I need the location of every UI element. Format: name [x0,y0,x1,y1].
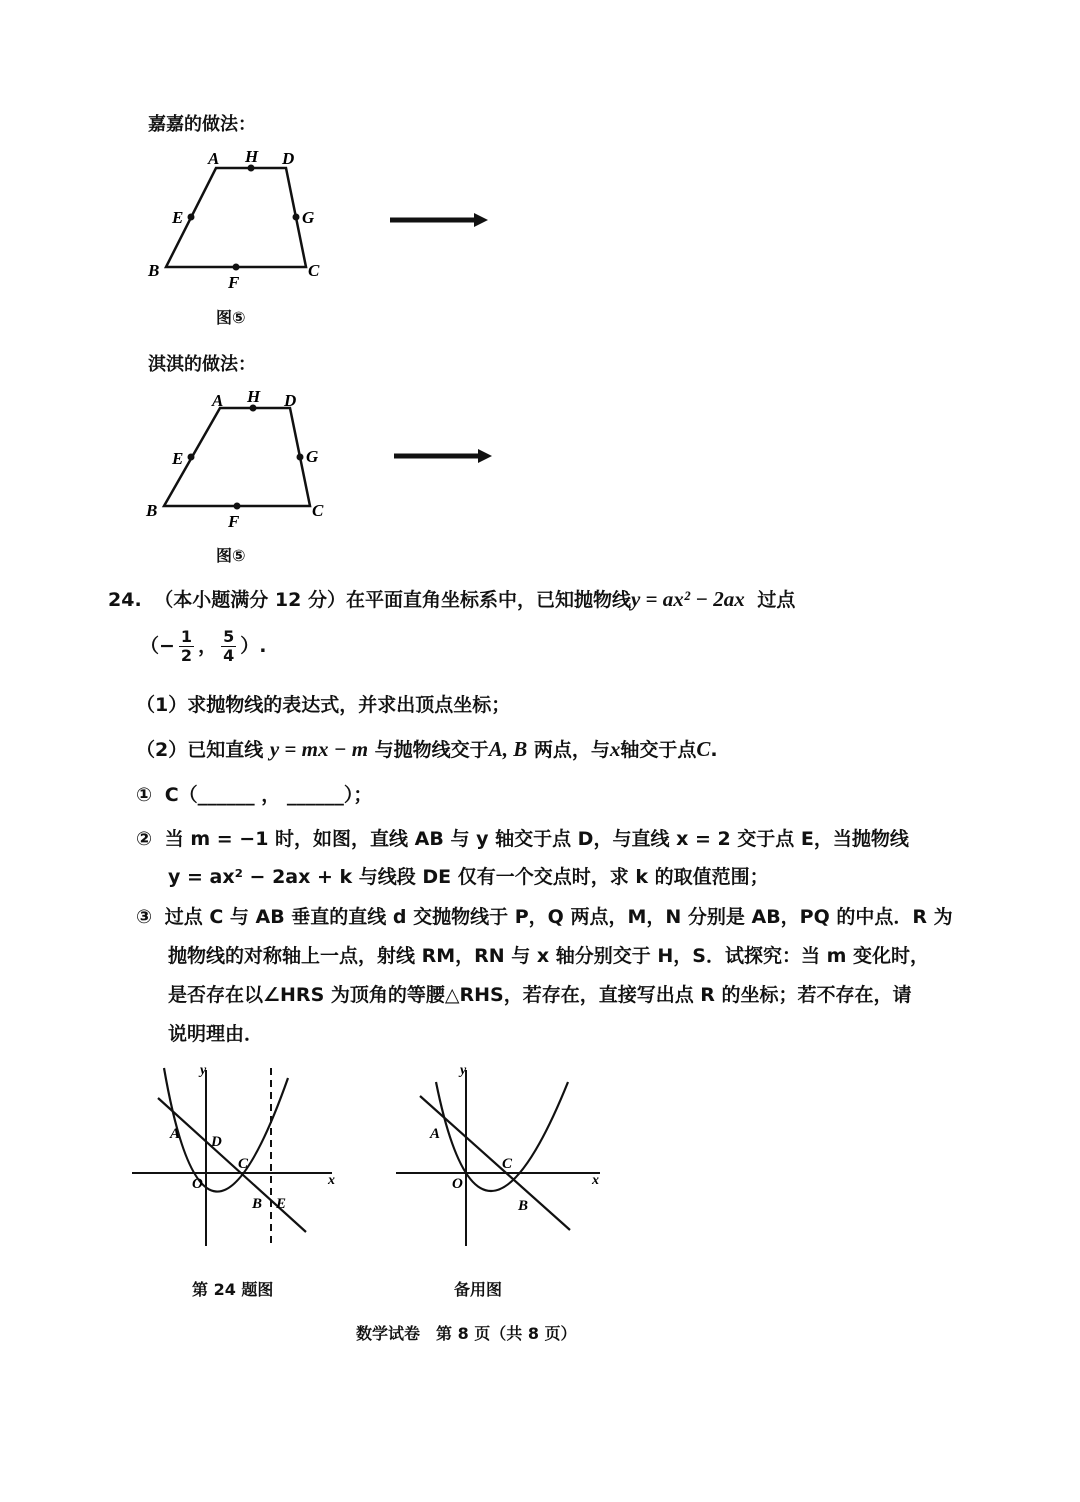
label-E: E [172,449,184,468]
label-y: y [460,1063,467,1078]
label-y: y [200,1063,207,1078]
label-D: D [284,391,297,410]
parabola-curve [436,1082,568,1191]
q24-sub3-line1: ③ 过点 C 与 AB 垂直的直线 d 交抛物线于 P，Q 两点，M，N 分别是 AB，PQ 的中点．R 为 [136,906,953,928]
q24-intro: （本小题满分 12 分）在平面直角坐标系中，已知抛物线 [154,589,631,611]
label-C: C [238,1156,249,1172]
fig-label-qiqi: 图⑤ [216,546,246,565]
label-D: D [211,1134,222,1150]
q24-sub3-line4: 说明理由． [168,1023,264,1045]
q24-part2: （2）已知直线 y = mx − m 与抛物线交于A, B 两点，与x轴交于点C. [136,737,718,761]
arrow-right-icon [388,208,492,232]
q24-part1: （1）求抛物线的表达式，并求出顶点坐标； [136,694,511,716]
figure-q24-main [128,1060,348,1260]
point-G [297,454,304,461]
label-A: A [208,149,220,168]
figure-q24-spare [392,1060,612,1260]
label-B: B [518,1198,529,1214]
point-F [233,264,240,271]
caption-qiqi: 淇淇的做法： [148,354,256,375]
trapezoid-figure-jiajia [140,140,340,300]
label-C: C [308,261,320,280]
q24-number: 24. [108,589,142,611]
label-E: E [276,1196,287,1212]
point-F [234,503,241,510]
q24-parabola: y = ax² − 2ax [630,587,745,611]
q24-sub3-line3: 是否存在以∠HRS 为顶角的等腰△RHS，若存在，直接写出点 R 的坐标；若不存在，请 [168,984,912,1006]
trapezoid-shape [164,408,310,506]
label-O: O [452,1176,463,1192]
label-B: B [148,261,160,280]
trapezoid-figure-qiqi [140,380,340,540]
label-x: x [328,1173,335,1188]
label-F: F [228,512,240,531]
q24-sub2-line1: ② 当 m = −1 时，如图，直线 AB 与 y 轴交于点 D，与直线 x = 2 交于点 E，当抛物线 [136,828,909,850]
point-E [188,214,195,221]
page-footer: 数学试卷 第 8 页（共 8 页） [356,1324,577,1343]
fig-label-jiajia: 图⑤ [216,308,246,327]
fig-caption-spare: 备用图 [454,1280,503,1299]
label-H: H [247,387,261,406]
q24-pass: 过点 [757,589,796,611]
label-B: B [252,1196,263,1212]
trapezoid-shape [166,168,306,267]
label-A: A [430,1126,441,1142]
q24-sub1: ① C（______ ， ______）； [136,784,373,806]
label-C: C [312,501,324,520]
point-E [188,454,195,461]
q24-sub3-line2: 抛物线的对称轴上一点，射线 RM，RN 与 x 轴分别交于 H，S．试探究：当 m 变化时， [168,945,930,967]
label-G: G [306,447,319,466]
q24-header [108,585,795,612]
label-F: F [228,273,240,292]
label-C: C [502,1156,513,1172]
q24-sub2-line2: y = ax² − 2ax + k 与线段 DE 仅有一个交点时，求 k 的取值范围； [168,866,769,888]
label-G: G [302,208,315,227]
caption-jiajia: 嘉嘉的做法： [148,114,256,135]
label-H: H [245,147,259,166]
label-x: x [592,1173,599,1188]
label-D: D [282,149,295,168]
label-A: A [170,1126,181,1142]
q24-point: （− $\frac{1}{2}$ ， $\frac{5}{4}$ ）. [140,627,267,665]
label-E: E [172,208,184,227]
label-B: B [146,501,158,520]
point-G [293,214,300,221]
label-O: O [192,1176,203,1192]
fig-caption-main: 第 24 题图 [192,1280,274,1299]
label-A: A [212,391,224,410]
arrow-right-icon [392,444,496,468]
line-AB [420,1096,570,1230]
